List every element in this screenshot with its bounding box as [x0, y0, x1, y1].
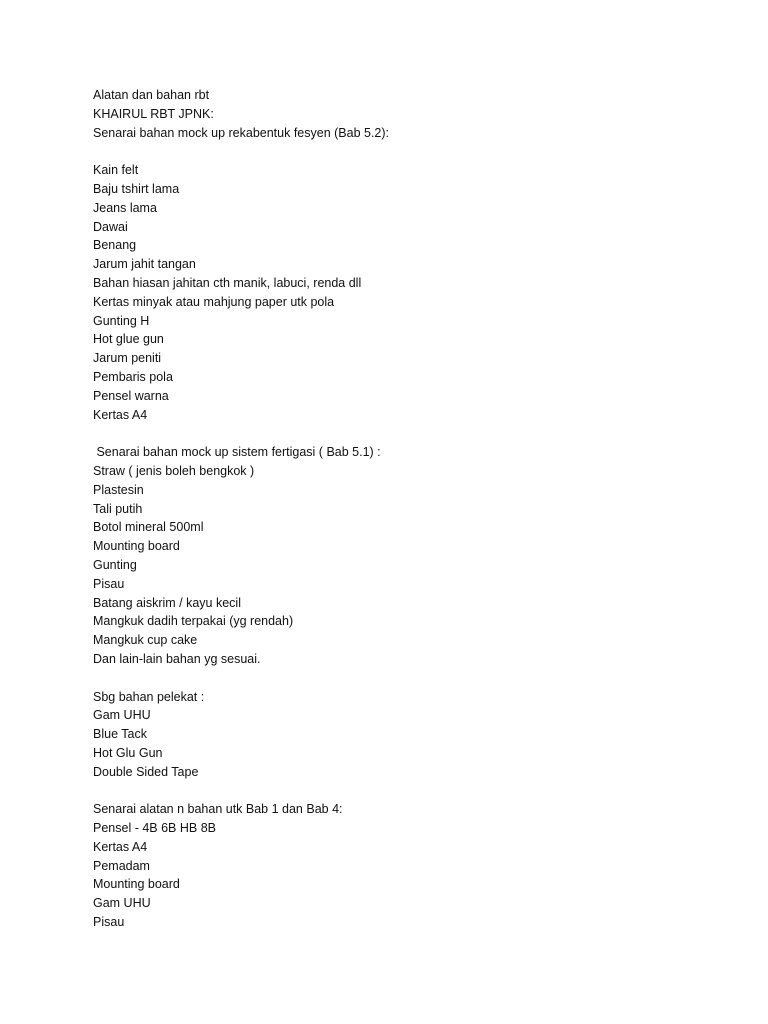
list-item: Jeans lama: [93, 200, 157, 215]
list-item: Pensel - 4B 6B HB 8B: [93, 821, 216, 836]
list-item: Pisau: [93, 915, 125, 930]
list-item: Benang: [93, 238, 137, 253]
header-block: [93, 86, 733, 142]
list-item: Dan lain-lain bahan yg sesuai.: [93, 651, 261, 666]
list-item: Pemadam: [93, 858, 150, 873]
list-item: Mounting board: [93, 539, 180, 554]
list-item: Batang aiskrim / kayu kecil: [93, 595, 241, 610]
list-pelekat: [93, 688, 733, 782]
list-item: Mangkuk dadih terpakai (yg rendah): [93, 614, 294, 629]
blank-line: [93, 669, 733, 688]
author-line: KHAIRUL RBT JPNK:: [93, 106, 214, 121]
list-item: Blue Tack: [93, 727, 147, 742]
list-fertigasi: [93, 443, 733, 669]
list-item: Double Sided Tape: [93, 764, 199, 779]
list-item: Tali putih: [93, 501, 143, 516]
section-title-fertigasi: Senarai bahan mock up sistem fertigasi ( Bab 5.1) :: [93, 445, 381, 460]
list-fesyen: [93, 161, 733, 424]
list-item: Bahan hiasan jahitan cth manik, labuci, renda dll: [93, 275, 362, 290]
list-item: Straw ( jenis boleh bengkok ): [93, 463, 255, 478]
section-title-fesyen: Senarai bahan mock up rekabentuk fesyen (Bab 5.2):: [93, 125, 390, 140]
list-item: Pisau: [93, 576, 125, 591]
list-bab1-4: [93, 800, 733, 932]
document-title: Alatan dan bahan rbt: [93, 88, 210, 102]
section-title-pelekat: Sbg bahan pelekat :: [93, 689, 205, 704]
list-item: Kain felt: [93, 163, 139, 178]
list-item: Mangkuk cup cake: [93, 633, 198, 648]
section-title-bab1-4: Senarai alatan n bahan utk Bab 1 dan Bab 4:: [93, 802, 343, 817]
list-item: Gunting: [93, 557, 137, 572]
document-body: [93, 86, 733, 932]
blank-line: [93, 142, 733, 161]
list-item: Jarum peniti: [93, 351, 162, 366]
list-item: Pembaris pola: [93, 369, 173, 384]
list-item: Hot glue gun: [93, 332, 164, 347]
list-item: Hot Glu Gun: [93, 745, 163, 760]
list-item: Kertas minyak atau mahjung paper utk pola: [93, 294, 335, 309]
list-item: Dawai: [93, 219, 128, 234]
list-item: Pensel warna: [93, 388, 169, 403]
list-item: Mounting board: [93, 877, 180, 892]
blank-line: [93, 781, 733, 800]
list-item: Kertas A4: [93, 839, 148, 854]
list-item: Baju tshirt lama: [93, 181, 180, 196]
list-item: Botol mineral 500ml: [93, 520, 204, 535]
list-item: Gam UHU: [93, 708, 151, 723]
list-item: Gunting H: [93, 313, 150, 328]
blank-line: [93, 424, 733, 443]
list-item: Plastesin: [93, 482, 144, 497]
list-item: Gam UHU: [93, 896, 151, 911]
list-item: Jarum jahit tangan: [93, 257, 196, 272]
list-item: Kertas A4: [93, 407, 148, 422]
